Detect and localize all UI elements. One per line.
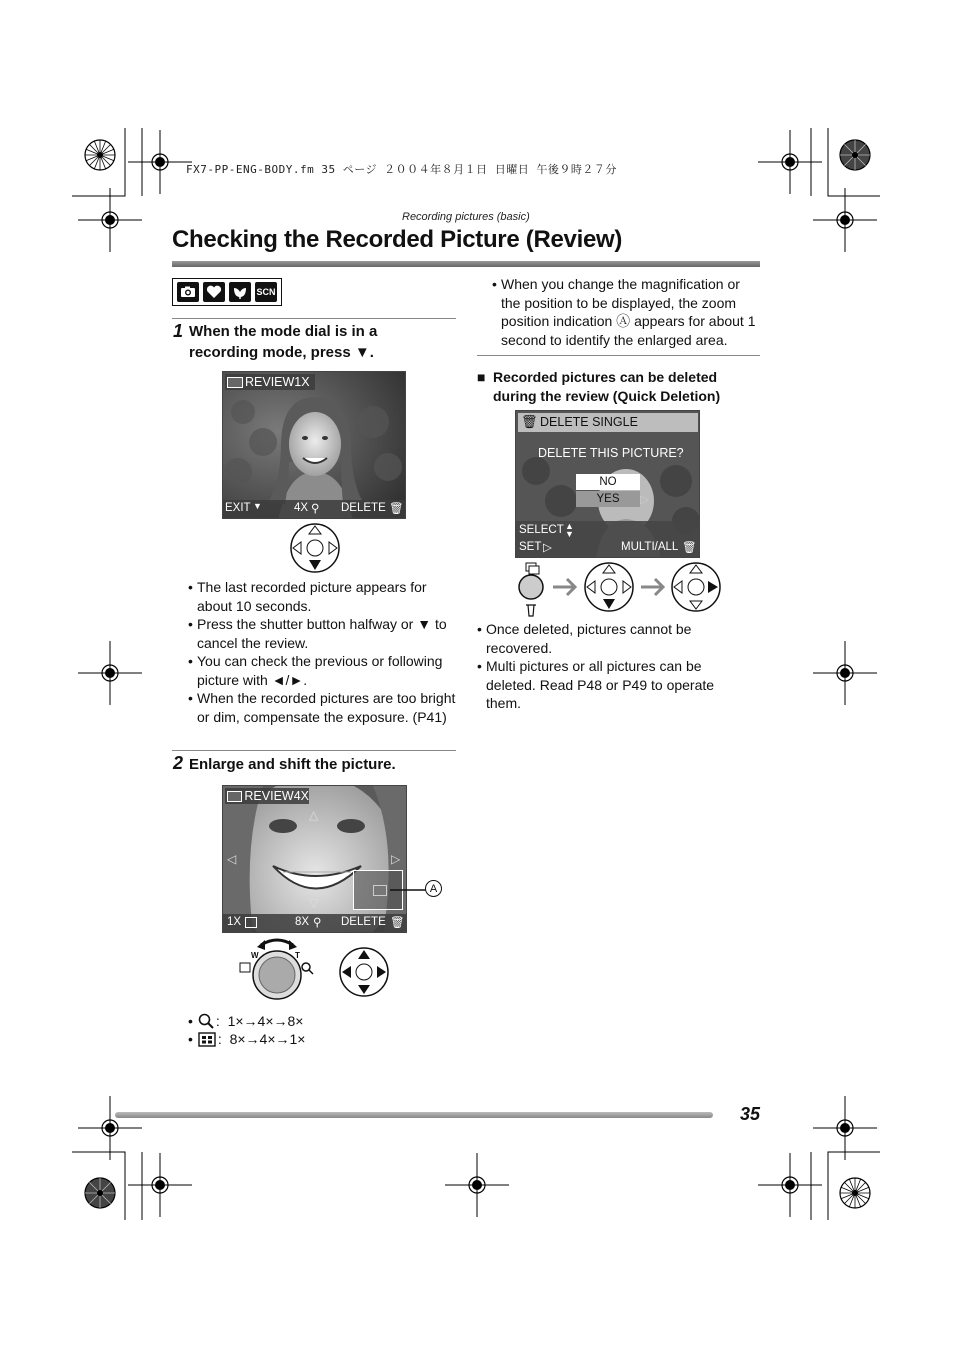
exit-label: EXIT (225, 502, 251, 514)
select-label: SELECT (519, 524, 564, 536)
option-no[interactable] (576, 474, 640, 490)
zoom-out-icon (245, 917, 257, 928)
lever-w-label: W (251, 951, 259, 960)
review-icon (227, 377, 243, 388)
step1-bullet-1: • The last recorded picture appears for about 10 seconds. (188, 578, 456, 615)
zoom-1x-label: 1X (227, 916, 242, 928)
option-no-label: NO (599, 476, 617, 488)
scene-icon: SCN (255, 282, 277, 302)
page-number: 35 (740, 1104, 761, 1124)
review-icon (227, 791, 242, 802)
option-yes-label: YES (596, 493, 620, 505)
zoom-in-icon: ⚲ (311, 503, 320, 515)
step2-number: 2 (173, 753, 184, 773)
trash-icon: 🗑 (390, 917, 405, 929)
review1x-screen (222, 371, 406, 519)
step1-bullet-2: • Press the shutter button halfway or ▼ to cancel the review. (188, 615, 456, 652)
step1-text: When the mode dial is in a recording mode, press ▼. (189, 323, 378, 361)
review4x-top-bar (225, 788, 309, 804)
multi-all-label: MULTI/ALL (621, 541, 679, 553)
callout-a-marker (425, 880, 442, 897)
zoom-in-sequence (188, 1012, 303, 1031)
trash-icon: 🗑 (389, 503, 404, 515)
cursor-pad-all-icon (338, 946, 390, 998)
zoom-lever-icon (237, 935, 317, 1005)
review1x-label: REVIEW1X (245, 375, 310, 389)
callout-a-label: A (429, 882, 438, 895)
review1x-top-bar (225, 374, 315, 390)
exit-down-icon: ▼ (253, 501, 262, 511)
bullet-dot: • (188, 1031, 193, 1047)
set-right-icon: ▷ (543, 542, 552, 554)
delete-label: DELETE (341, 502, 386, 514)
set-label: SET (519, 541, 542, 553)
arrow-left-icon: ◁ (227, 852, 237, 866)
step1-number: 1 (173, 321, 184, 341)
delete-bottom-bar (516, 521, 700, 557)
step1-bullet-3: • You can check the previous or following picture with ◄/►. (188, 652, 456, 689)
zoom-8x-label: 8X (295, 916, 310, 928)
review4x-label: REVIEW4X (244, 789, 309, 803)
option-yes[interactable] (576, 491, 640, 507)
select-updown-icon: ▲ ▼ (565, 521, 574, 539)
delete-button-sequence (515, 560, 730, 622)
zoom-in-icon: ⚲ (313, 917, 322, 929)
file-info: FX7-PP-ENG-BODY.fm 35 ページ ２００４年８月１日 日曜日 午後９時２７分 (186, 163, 617, 176)
review4x-screen (222, 785, 407, 933)
step1-bullets (188, 578, 456, 726)
running-header: Recording pictures (basic) (402, 211, 530, 223)
right-rule (477, 355, 760, 356)
step1-rule (172, 318, 456, 319)
zoom-out-seq-text: : 8×→4×→1× (217, 1031, 306, 1047)
zoom-out-icon (198, 1032, 216, 1047)
right-bottom-bullets (477, 620, 749, 713)
trash-icon: 🗑 (682, 542, 697, 554)
arrow-up-icon: △ (309, 808, 319, 822)
zoom-label: 4X (294, 502, 309, 514)
callout-line (390, 880, 430, 900)
section-title: Recorded pictures can be deleted during the review (Quick Deletion) (493, 369, 721, 404)
step2-rule (172, 750, 456, 751)
delete-single-screen (515, 410, 700, 558)
zoom-out-sequence (188, 1030, 305, 1049)
heart-icon (203, 282, 225, 302)
step1-bullet-4: • When the recorded pictures are too bright or dim, compensate the exposure. (P41) (188, 689, 456, 726)
delete-icon: 🗑 (521, 414, 538, 429)
cursor-pad-down-icon (289, 522, 341, 574)
delete-question: DELETE THIS PICTURE? (538, 446, 684, 460)
delete-single-label: DELETE SINGLE (540, 415, 638, 429)
camera-icon (177, 282, 199, 302)
review1x-bottom-bar (223, 500, 406, 518)
page-title: Checking the Recorded Picture (Review) (172, 226, 623, 253)
right-top-bullet: • When you change the magnification or the position to be displayed, the zoom position indication Ⓐ appears for about 1 second to identify the enlarged area. (492, 275, 758, 349)
right-bullet-2: • Multi pictures or all pictures can be deleted. Read P48 or P49 to operate them. (477, 657, 749, 713)
footer-bar (115, 1112, 713, 1118)
option-arrow-icon: ▷ (640, 494, 649, 506)
section-marker: ■ (477, 369, 486, 385)
mode-icons-box (172, 278, 282, 306)
delete-single-header (518, 413, 698, 432)
zoom-in-seq-text: : 1×→4×→8× (215, 1013, 304, 1029)
zoom-in-icon (198, 1013, 214, 1029)
right-top-bullets (492, 275, 758, 349)
delete-label: DELETE (341, 916, 386, 928)
title-underline (172, 261, 760, 267)
lever-t-label: T (295, 951, 300, 960)
step2-text: Enlarge and shift the picture. (189, 756, 396, 773)
bullet-dot: • (188, 1013, 193, 1029)
macro-icon (229, 282, 251, 302)
arrow-right-icon: ▷ (391, 852, 401, 866)
arrow-down-icon: ▽ (309, 896, 319, 910)
right-bullet-1: • Once deleted, pictures cannot be recovered. (477, 620, 749, 657)
review4x-bottom-bar (223, 914, 407, 932)
